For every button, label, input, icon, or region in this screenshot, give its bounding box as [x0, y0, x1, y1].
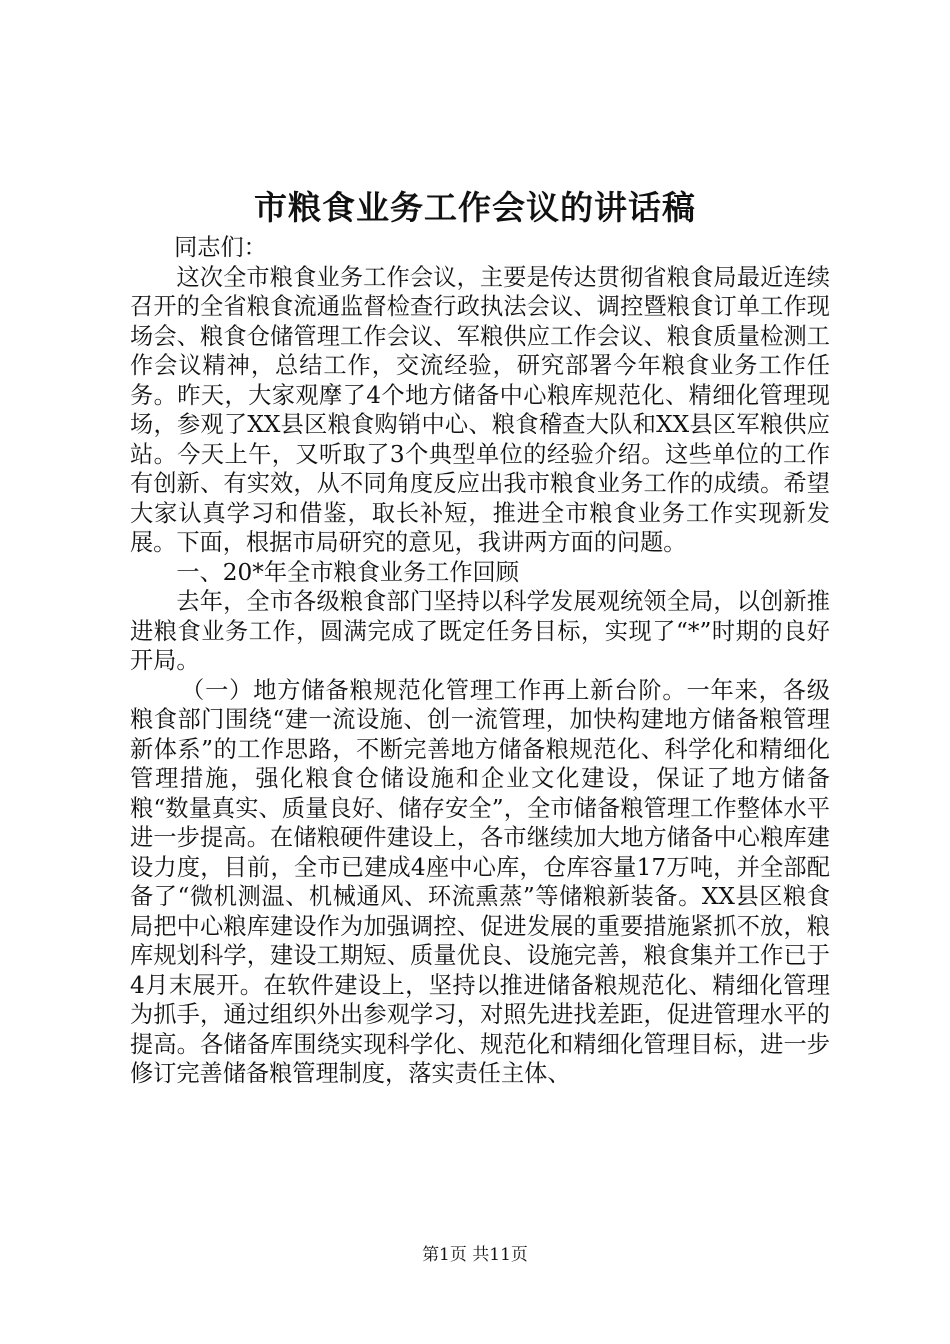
paragraph-subsection-1: （一）地方储备粮规范化管理工作再上新台阶。一年来，各级粮食部门围绕“建一流设施、创一流管理，加快构建地方储备粮管理新体系”的工作思路，不断完善地方储备粮规范化、科学化和精细化管理措施，强化粮食仓储设施和企业文化建设，保证了地方储备粮“数量真实、质量良好、储存安全”，全市储备粮管理工作整体水平进一步提高。在储粮硬件建设上，各市继续加大地方储备中心粮库建设力度，目前，全市已建成4座中心库，仓库容量17万吨，并全部配备了“微机测温、机械通风、环流熏蒸”等储粮新装备。XX县区粮食局把中心粮库建设作为加强调控、促进发展的重要措施紧抓不放，粮库规划科学，建设工期短、质量优良、设施完善，粮食集并工作已于4月末展开。在软件建设上，坚持以推进储备粮规范化、精细化管理为抓手，通过组织外出参观学习，对照先进找差距，促进管理水平的提高。各储备库围绕实现科学化、规范化和精细化管理目标，进一步修订完善储备粮管理制度，落实责任主体、 [130, 676, 830, 1087]
greeting: 同志们： [174, 234, 267, 261]
document-body [130, 233, 830, 1089]
section-heading: 一、20*年全市粮食业务工作回顾 [176, 558, 519, 586]
paragraph-intro: 这次全市粮食业务工作会议，主要是传达贯彻省粮食局最近连续召开的全省粮食流通监督检查行政执法会议、调控暨粮食订单工作现场会、粮食仓储管理工作会议、军粮供应工作会议、粮食质量检测工作会议精神，总结工作，交流经验，研究部署今年粮食业务工作任务。昨天，大家观摩了4个地方储备中心粮库规范化、精细化管理现场，参观了XX县区粮食购销中心、粮食稽查大队和XX县区军粮供应站。今天上午，又听取了3个典型单位的经验介绍。这些单位的工作有创新、有实效，从不同角度反应出我市粮食业务工作的成绩。希望大家认真学习和借鉴，取长补短，推进全市粮食业务工作实现新发展。下面，根据市局研究的意见，我讲两方面的问题。 [130, 263, 830, 556]
document-title: 市粮食业务工作会议的讲话稿 [254, 188, 696, 227]
page-footer: 第1页 共11页 [422, 1245, 528, 1265]
paragraph-review: 去年，全市各级粮食部门坚持以科学发展观统领全局，以创新推进粮食业务工作，圆满完成了既定任务目标，实现了“*”时期的良好开局。 [130, 588, 830, 674]
